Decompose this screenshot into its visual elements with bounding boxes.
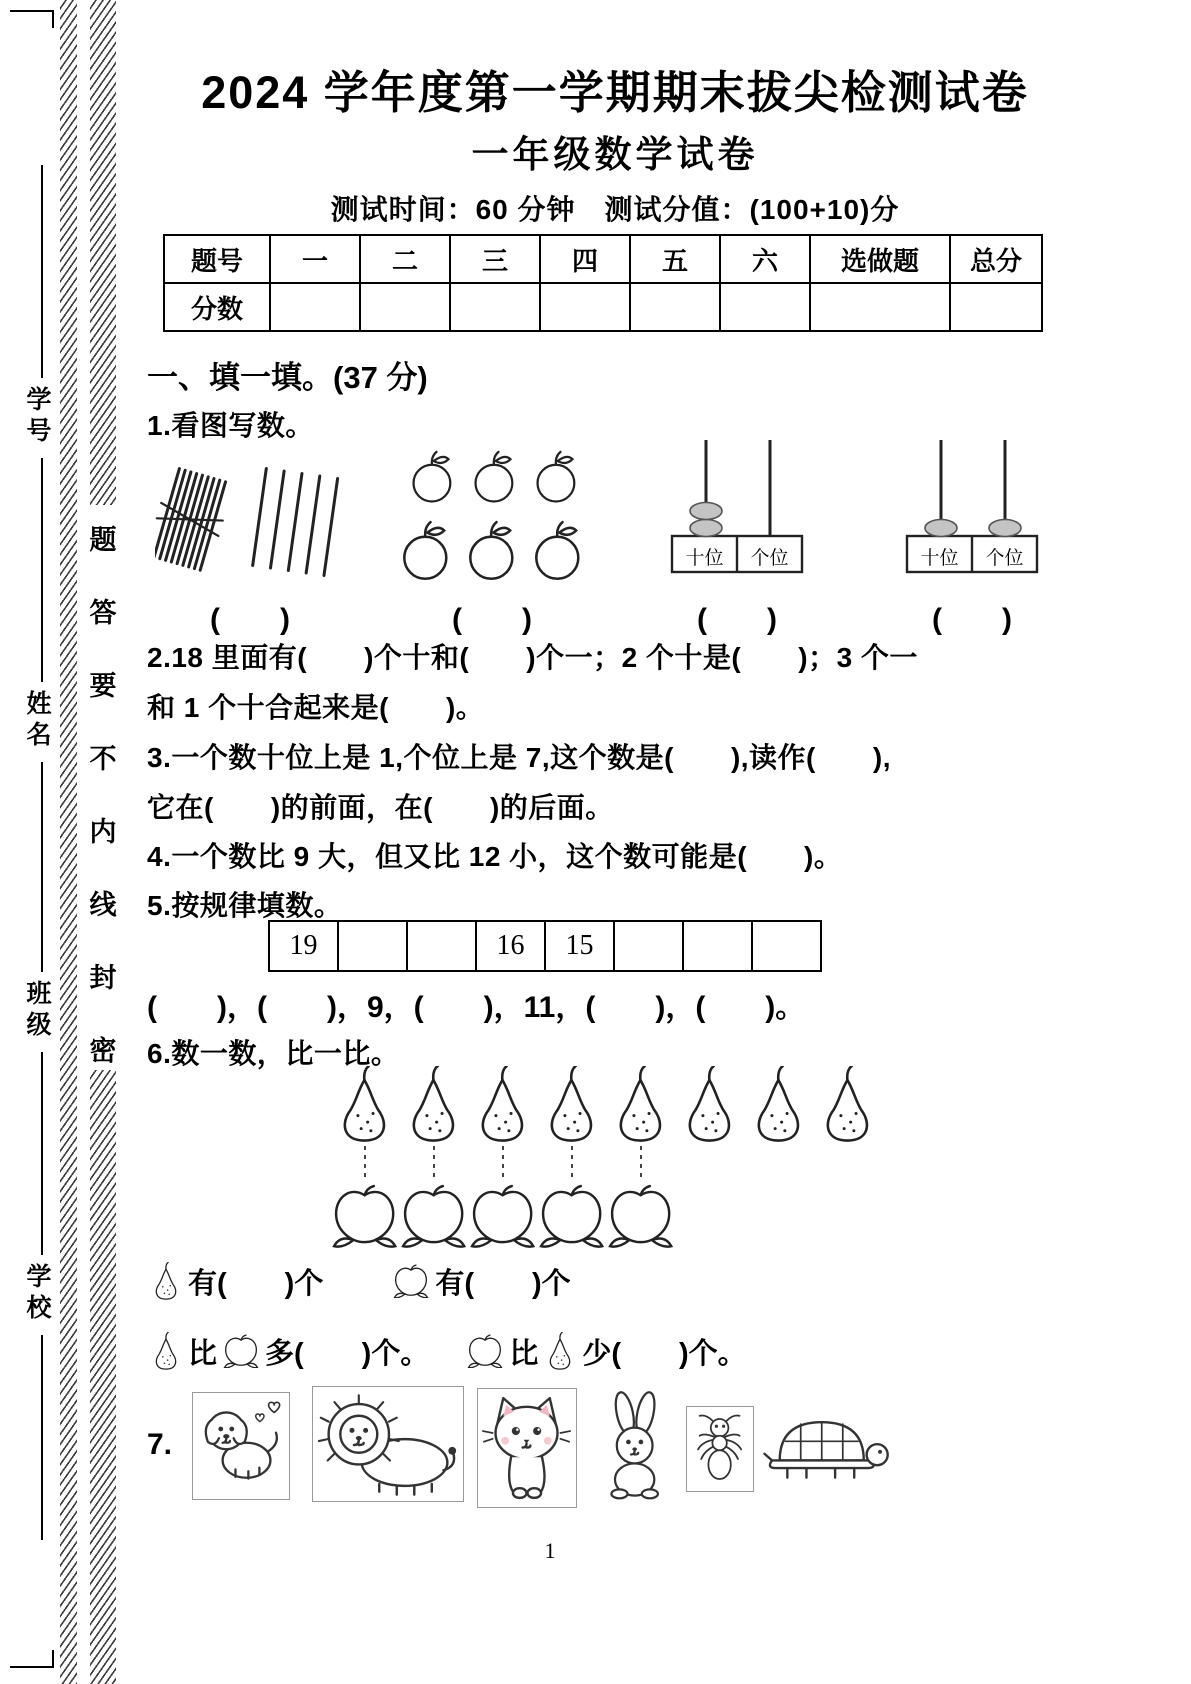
dog-image-box — [192, 1392, 290, 1500]
q3-line1: 3.一个数十位上是 1,个位上是 7,这个数是( ),读作( ), — [147, 742, 891, 773]
score-cell — [950, 283, 1042, 331]
rabbit-image — [598, 1387, 674, 1505]
score-header-cell: 二 — [360, 235, 450, 283]
score-cell — [450, 283, 540, 331]
q6-count-peach-text: 有( )个 — [435, 1267, 571, 1300]
score-table — [163, 234, 1043, 332]
field-line — [41, 762, 43, 972]
turtle-image — [762, 1405, 892, 1491]
q2-line1: 2.18 里面有( )个十和( )个一；2 个十是( )；3 个一 — [147, 642, 918, 673]
q5-cell — [683, 921, 752, 971]
q6-prompt: 6.数一数，比一比。 — [147, 1038, 400, 1069]
q5-cell — [752, 921, 821, 971]
field-line — [41, 1335, 43, 1540]
q6-compare-line — [150, 1326, 747, 1376]
rabbit-image-box — [597, 1386, 675, 1506]
q5-cell: 19 — [269, 921, 338, 971]
q5-cell: 15 — [545, 921, 614, 971]
seal-hatch-outer-bottom — [90, 1070, 116, 1684]
field-label-name: 姓名 — [23, 690, 51, 752]
seal-text-char: 题 — [89, 525, 117, 555]
score-cell — [540, 283, 630, 331]
page-number: 1 — [544, 1538, 556, 1563]
q1-blank: ( ) — [932, 603, 1012, 636]
q6-compare-bi: 比 — [509, 1337, 539, 1370]
field-label-class: 班级 — [23, 980, 51, 1042]
pear-icon — [150, 1262, 182, 1300]
section-heading: 一、填一填。(37 分) — [147, 360, 428, 395]
seal-text-char: 答 — [89, 598, 117, 628]
score-cell — [720, 283, 810, 331]
pears-peaches-image — [328, 1066, 888, 1251]
pear-icon — [150, 1332, 182, 1370]
seal-text-char: 密 — [89, 1036, 117, 1066]
q5-cell: 16 — [476, 921, 545, 971]
corner-mark-bottom — [10, 1650, 54, 1668]
seal-hatch-outer-top — [90, 0, 116, 505]
q6-count-pear-text: 有( )个 — [188, 1267, 324, 1300]
q4-line1: 4.一个数比 9 大，但又比 12 小，这个数可能是( )。 — [147, 841, 843, 872]
counter-ones-label: 个位 — [750, 548, 789, 569]
counter-image-2 — [893, 436, 1051, 588]
field-line — [41, 165, 43, 378]
score-header-cell: 总分 — [950, 235, 1042, 283]
seal-text-char: 内 — [89, 817, 117, 847]
corner-mark-top — [10, 10, 54, 28]
lion-image — [315, 1390, 461, 1498]
q5-cell — [614, 921, 683, 971]
q6-compare-shao: 少( )个。 — [582, 1337, 747, 1370]
peach-icon — [467, 1334, 503, 1368]
field-label-student-id: 学号 — [23, 386, 51, 448]
turtle-image-box — [760, 1404, 894, 1492]
cat-image-box — [477, 1388, 577, 1508]
q6-count-line — [150, 1256, 571, 1306]
counter-ones-label: 个位 — [985, 548, 1024, 569]
cat-image — [481, 1392, 573, 1504]
seal-text-char: 封 — [89, 963, 117, 993]
q5-cell — [407, 921, 476, 971]
q5-blanks-line: ( )，( )，9，( )，11，( )，( )。 — [147, 991, 806, 1024]
score-header-cell: 六 — [720, 235, 810, 283]
q1-blank: ( ) — [697, 603, 777, 636]
ant-image — [690, 1410, 750, 1488]
score-cell — [360, 283, 450, 331]
exam-title: 2024 学年度第一学期期末拔尖检测试卷 — [201, 67, 1029, 118]
peach-icon — [223, 1334, 259, 1368]
counter-image-1 — [658, 436, 816, 588]
q1-prompt: 1.看图写数。 — [147, 410, 314, 441]
counter-tens-label: 十位 — [685, 548, 724, 569]
seal-hatch-inner — [60, 0, 77, 1684]
peach-icon — [393, 1264, 429, 1298]
q7-label: 7. — [147, 1428, 173, 1461]
apples-image — [390, 450, 600, 595]
field-line — [41, 458, 43, 682]
q5-cell — [338, 921, 407, 971]
q6-compare-bi: 比 — [188, 1337, 218, 1370]
score-header-cell: 四 — [540, 235, 630, 283]
lion-image-box — [312, 1386, 464, 1502]
field-label-school: 学校 — [23, 1263, 51, 1325]
score-cell — [270, 283, 360, 331]
q1-blank: ( ) — [452, 603, 532, 636]
score-header-cell: 五 — [630, 235, 720, 283]
exam-meta: 测试时间：60 分钟 测试分值：(100+10)分 — [330, 194, 900, 225]
exam-subtitle: 一年级数学试卷 — [471, 134, 759, 175]
seal-text-char: 不 — [89, 744, 117, 774]
q2-line2: 和 1 个十合起来是( )。 — [147, 692, 485, 723]
score-row-label: 分数 — [164, 283, 270, 331]
score-cell — [810, 283, 950, 331]
pear-icon — [544, 1332, 576, 1370]
score-header-cell: 题号 — [164, 235, 270, 283]
score-header-cell: 三 — [450, 235, 540, 283]
seal-text-char: 要 — [89, 671, 117, 701]
q3-line2: 它在( )的前面，在( )的后面。 — [147, 792, 614, 823]
score-cell — [630, 283, 720, 331]
field-line — [41, 1052, 43, 1255]
q1-blank: ( ) — [210, 603, 290, 636]
score-header-cell: 一 — [270, 235, 360, 283]
q5-prompt: 5.按规律填数。 — [147, 890, 343, 921]
ant-image-box — [686, 1406, 754, 1492]
q5-sequence-table — [268, 920, 822, 972]
q6-compare-duo: 多( )个。 — [265, 1337, 430, 1370]
dog-image — [195, 1396, 287, 1496]
counter-tens-label: 十位 — [920, 548, 959, 569]
seal-text-char: 线 — [89, 890, 117, 920]
score-header-cell: 选做题 — [810, 235, 950, 283]
sticks-image — [155, 463, 350, 583]
